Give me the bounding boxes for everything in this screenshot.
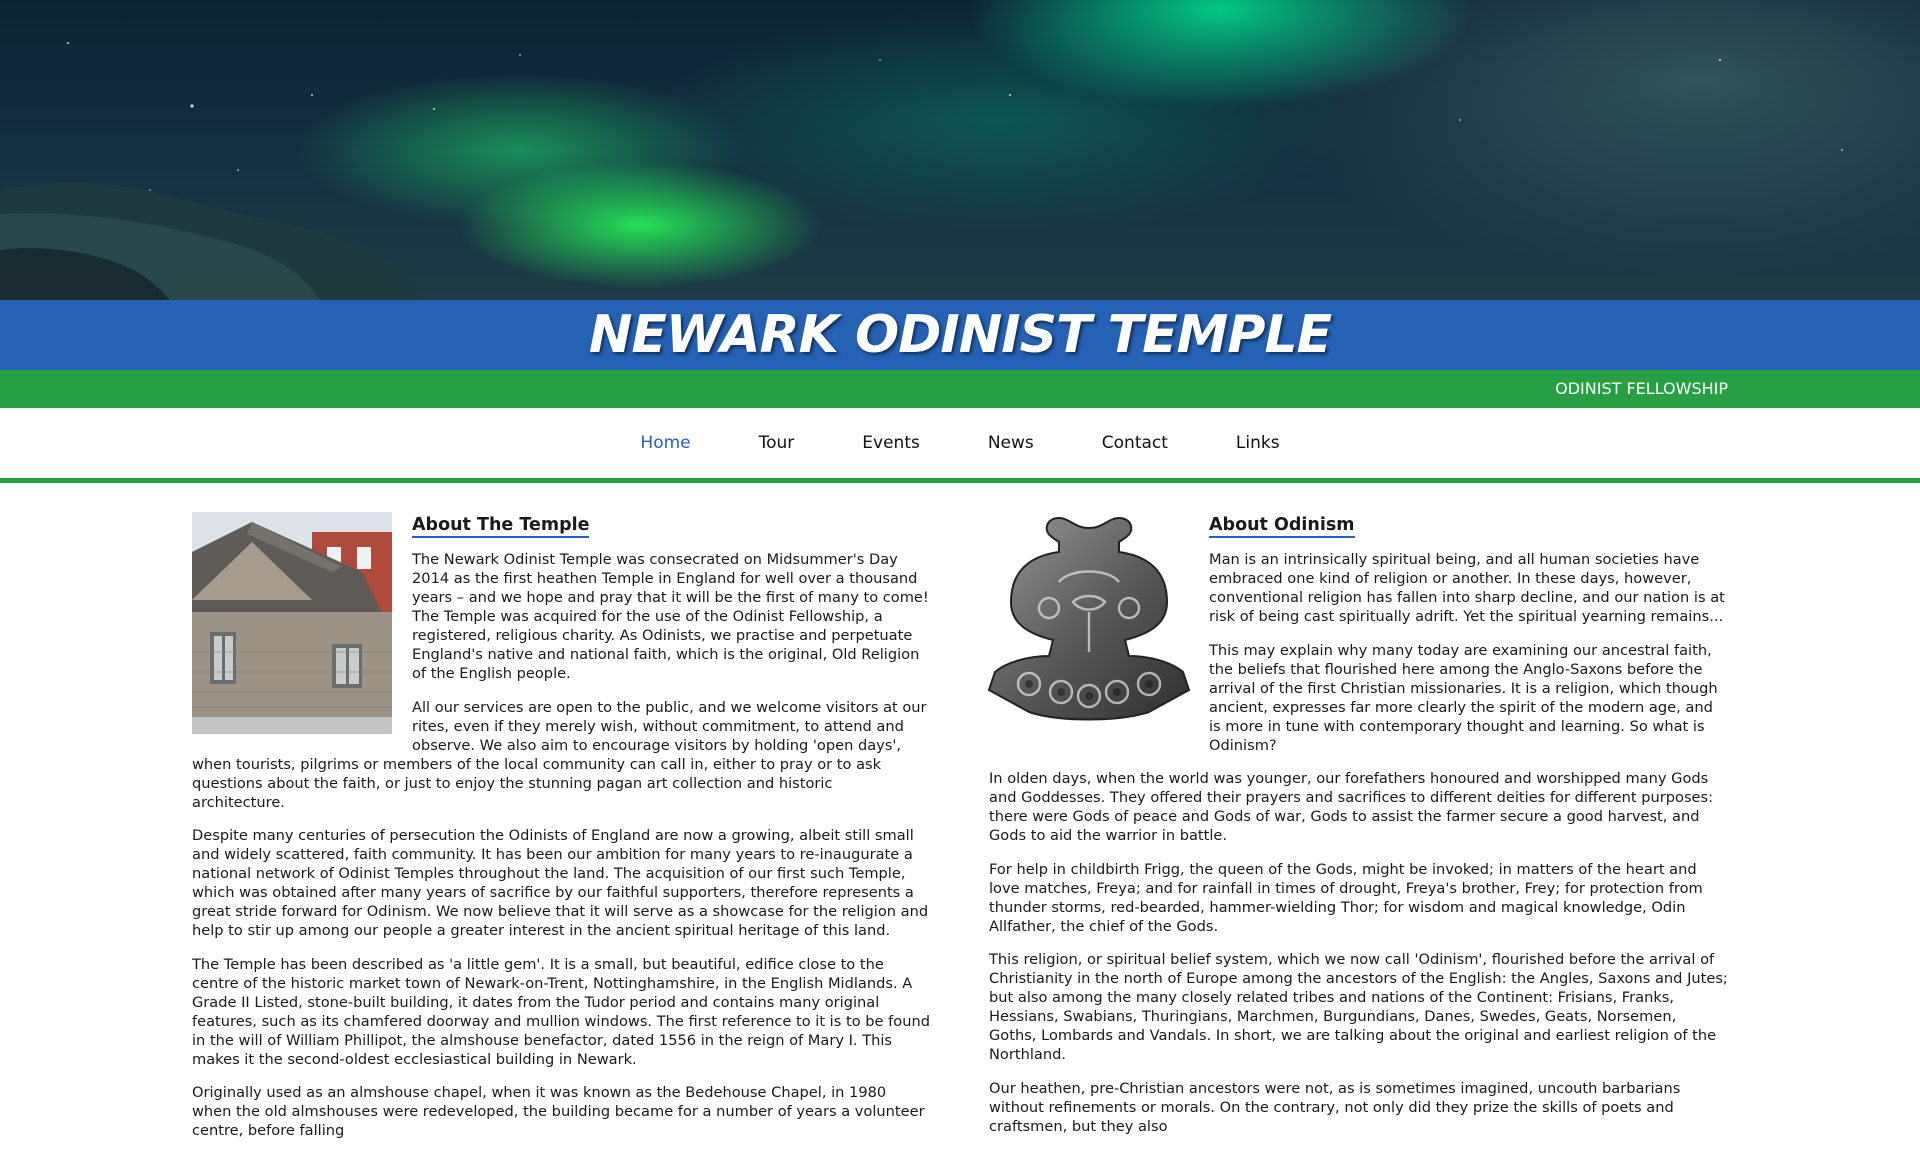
about-odinism-column bbox=[989, 512, 1728, 1150]
thors-hammer-illustration bbox=[989, 512, 1189, 738]
section-heading-odinism: About Odinism bbox=[989, 512, 1728, 538]
hero-aurora-banner bbox=[0, 0, 1920, 300]
section-heading-temple: About The Temple bbox=[192, 512, 930, 538]
title-banner bbox=[0, 300, 1920, 370]
odinism-paragraph-6: Our heathen, pre-Christian ancestors were not, as is sometimes imagined, uncouth barbarians without refinements or morals. On the contrary, not only did they prize the skills of poets and craftsmen, but they also bbox=[989, 1079, 1681, 1135]
nav-item-events[interactable]: Events bbox=[862, 433, 920, 453]
main-content bbox=[192, 512, 1728, 1139]
about-temple-column bbox=[192, 512, 930, 1155]
fellowship-link[interactable]: ODINIST FELLOWSHIP bbox=[1555, 379, 1728, 398]
odinism-paragraph-5: This religion, or spiritual belief system, which we now call 'Odinism', flourished before the arrival of Christianity in the north of Europe among the ancestors of the English: the Angles, Saxons and Jutes; but also among the many closely related tribes and nations of the Continent: Frisians, Franks, Hessians, Swabians, Thuringians, Marchmen, Burgundians, Danes, Swedes, Geats, Norsemen, Goths, Lombards and Vandals. In short, we are talking about the original and earliest religion of the Northland. bbox=[989, 951, 1728, 1063]
nav-item-tour[interactable]: Tour bbox=[758, 433, 795, 453]
nav-item-links[interactable]: Links bbox=[1235, 433, 1280, 453]
nav-list bbox=[0, 408, 1920, 478]
fellowship-bar bbox=[0, 370, 1920, 408]
odinism-paragraph-2: This may explain why many today are examining our ancestral faith, the beliefs that flourished here among the Anglo-Saxons before the arrival of the first Christian missionaries. It is a religion, which though ancient, expresses far more clearly the spirit of the modern age, and is more in tune with contemporary thought and learning. So what is Odinism? bbox=[1209, 641, 1718, 754]
nav-item-home[interactable]: Home bbox=[640, 433, 691, 453]
temple-building-illustration bbox=[192, 512, 392, 734]
odinism-paragraph-1: Man is an intrinsically spiritual being, and all human societies have embraced one kind of religion or another. In these days, however, conventional religion has fallen into sharp decline, and our nation is at risk of being cast spiritually adrift. Yet the spiritual yearning remains... bbox=[1209, 551, 1725, 625]
temple-paragraph-2: All our services are open to the public, and we welcome visitors at our rites, even if they merely wish, without commitment, to attend and observe. We also aim to encourage visitors by holding 'open days', when tourists, pilgrims or members of the local community can call in, either to pray or to ask questions about the faith, or just to enjoy the stunning pagan art collection and historic architecture. bbox=[192, 698, 927, 811]
odinism-paragraph-4: For help in childbirth Frigg, the queen of the Gods, might be invoked; in matters of the heart and love matches, Freya; and for rainfall in times of drought, Freya's brother, Frey; for protection from thunder storms, red-bearded, hammer-wielding Thor; for wisdom and magical knowledge, Odin Allfather, the chief of the Gods. bbox=[989, 860, 1703, 935]
site-title[interactable]: NEWARK ODINIST TEMPLE bbox=[588, 305, 1332, 365]
aurora-landscape-illustration bbox=[0, 0, 1920, 300]
nav-item-news[interactable]: News bbox=[987, 433, 1034, 453]
temple-paragraph-3: Despite many centuries of persecution the Odinists of England are now a growing, albeit still small and widely scattered, faith community. It has been our ambition for many years to re-inaugurate a national network of Odinist Temples throughout the land. The acquisition of our first such Temple, which was obtained after many years of sacrifice by our faithful supporters, therefore represents a great stride forward for Odinism. We now believe that it will serve as a showcase for the religion and help to stir up among our people a greater interest in the ancient spiritual heritage of this land. bbox=[192, 827, 929, 939]
thors-hammer-icon bbox=[989, 512, 1189, 738]
temple-paragraph-1: The Newark Odinist Temple was consecrated on Midsummer's Day 2014 as the first heathen Temple in England for well over a thousand years – and we hope and pray that it will be the first of many to come! The Temple was acquired for the use of the Odinist Fellowship, a registered, religious charity. As Odinists, we practise and perpetuate England's native and national faith, which is the original, Old Religion of the English people. bbox=[412, 551, 929, 682]
temple-paragraph-4: The Temple has been described as 'a little gem'. It is a small, but beautiful, edifice close to the centre of the historic market town of Newark-on-Trent, Nottinghamshire, in the English Midlands. A Grade II Listed, stone-built building, it dates from the Tudor period and contains many original features, such as its chamfered doorway and mullion windows. The first reference to it is to be found in the will of William Phillipot, the almshouse benefactor, dated 1556 in the reign of Mary I. This makes it the second-oldest ecclesiastical building in Newark. bbox=[192, 955, 930, 1068]
temple-paragraph-5: Originally used as an almshouse chapel, when it was known as the Bedehouse Chapel, in 1980 when the old almshouses were redeveloped, the building became for a number of years a volunteer centre, before falling bbox=[192, 1084, 925, 1139]
odinism-paragraph-3: In olden days, when the world was younger, our forefathers honoured and worshipped many Gods and Goddesses. They offered their prayers and sacrifices to different deities for different purposes: there were Gods of peace and Gods of war, Gods to assist the farmer secure a good harvest, and Gods to aid the warrior in battle. bbox=[989, 770, 1714, 844]
main-navigation bbox=[0, 408, 1920, 483]
nav-item-contact[interactable]: Contact bbox=[1101, 433, 1168, 453]
temple-building-photo bbox=[192, 512, 392, 734]
